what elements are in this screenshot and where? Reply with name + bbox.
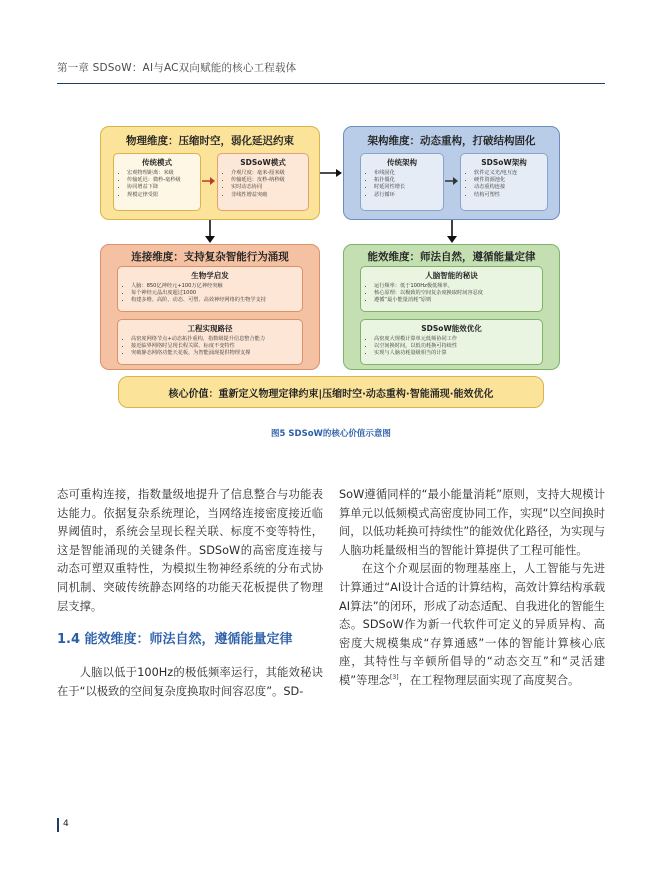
physical-dimension-box bbox=[100, 126, 320, 220]
connection-dimension-box bbox=[100, 244, 320, 370]
list-item: • 介观尺度：毫米-厘米级 bbox=[231, 170, 304, 177]
list-item: • 核心原理：以极致的空间复杂度换取时间容忍度 bbox=[374, 290, 538, 297]
page-number-bar bbox=[57, 818, 59, 832]
list-item: • 构建多维、高阶、动态、可塑、高效神经网络的生物学支持 bbox=[131, 297, 298, 304]
traditional-architecture-title: 传统架构 bbox=[387, 158, 417, 167]
list-item: • 硬件资源池化 bbox=[474, 177, 543, 184]
core-value-box bbox=[118, 376, 544, 408]
left-column bbox=[57, 486, 323, 701]
list-item: • 非线性增益突破 bbox=[231, 192, 304, 199]
section-heading: 1.4 能效维度：师法自然，遵循能量定律 bbox=[57, 632, 293, 648]
figure-core-value-diagram bbox=[0, 0, 662, 440]
list-item: • 运行频率：低于100Hz极低频率。 bbox=[374, 283, 538, 290]
sdsow-mode-card bbox=[217, 153, 309, 211]
paragraph-text: 在这个介观层面的物理基座上，人工智能与先进计算通过“AI设计合适的计算结构，高效计算结构承载AI算法”的闭环，形成了动态适配、自我进化的智能生态。SDSoW作为新一代软件可定义的异质异构、高密度大规模集成“存算通感”一体的智能计算核心底座，其特性与辛顿所倡导的“动态交互”和“灵活建模”等理念 bbox=[339, 562, 605, 687]
efficiency-dimension-title: 能效维度：师法自然，遵循能量定律 bbox=[367, 251, 536, 263]
list-item: • 实时动态协同 bbox=[231, 184, 304, 191]
list-item: • 接近临界网络时呈现长程关联、标度不变特性 bbox=[131, 343, 298, 350]
paragraph: SoW遵循同样的“最小能量消耗”原则，支持大规模计算单元以低频模式高密度协同工作，实现“以空间换时间，以低功耗换可持续性”的能效优化路径，为实现与人脑功耗量级相当的智能计算提供了工程可能性。 bbox=[339, 488, 605, 557]
arrow-right-icon bbox=[202, 176, 216, 186]
traditional-architecture-list bbox=[365, 170, 439, 199]
list-item: • 人脑：850亿神经元+100万亿神经突触 bbox=[131, 283, 298, 290]
physical-dimension-title: 物理维度：压缩时空，弱化延迟约束 bbox=[126, 135, 294, 147]
citation-ref[interactable]: [3] bbox=[390, 674, 399, 682]
list-item: • 布线固化 bbox=[374, 170, 439, 177]
sdsow-architecture-list bbox=[465, 170, 543, 199]
paragraph bbox=[339, 560, 605, 690]
sdsow-mode-list bbox=[222, 170, 304, 199]
list-item: • 恶行循环 bbox=[374, 192, 439, 199]
paragraph: 人脑以低于100Hz的极低频率运行，其能效秘诀在于“以极致的空间复杂度换取时间容忍度”。SD- bbox=[57, 666, 323, 698]
figure-caption: 图5 SDSoW的核心价值示意图 bbox=[271, 429, 391, 439]
list-item: • 协同增益下降 bbox=[127, 184, 196, 191]
architecture-dimension-title: 架构维度：动态重构，打破结构固化 bbox=[367, 135, 536, 147]
sdsow-efficiency-title: SDSoW能效优化 bbox=[421, 324, 482, 333]
arrow-down-icon bbox=[446, 220, 458, 244]
traditional-mode-title: 传统模式 bbox=[142, 158, 172, 167]
arrow-right-icon bbox=[320, 168, 344, 178]
connection-dimension-title: 连接维度：支持复杂智能行为涌现 bbox=[131, 251, 289, 263]
arrow-down-icon bbox=[204, 220, 216, 244]
engineering-path-card bbox=[117, 319, 303, 365]
list-item: • 宏观物理距离：米级 bbox=[127, 170, 196, 177]
running-header: 第一章 SDSoW：AI与AC双向赋能的核心工程载体 bbox=[57, 62, 297, 74]
sdsow-architecture-card bbox=[460, 153, 548, 211]
traditional-mode-list bbox=[118, 170, 196, 199]
sdsow-mode-title: SDSoW模式 bbox=[240, 158, 286, 167]
core-value-text: 核心价值：重新定义物理定律约束|压缩时空·动态重构·智能涌现·能效优化 bbox=[168, 389, 494, 400]
biology-inspiration-title: 生物学启发 bbox=[191, 271, 229, 280]
list-item: • 软件定义光/电互连 bbox=[474, 170, 543, 177]
efficiency-dimension-box bbox=[343, 244, 560, 370]
list-item: • 动态重构连接 bbox=[474, 184, 543, 191]
arrow-right-icon bbox=[445, 176, 459, 186]
traditional-architecture-card bbox=[360, 153, 444, 211]
paragraph: 态可重构连接，指数量级地提升了信息整合与功能表达能力。依据复杂系统理论，当网络连接密度接近临界阈值时，系统会呈现长程关联、标度不变等特性，这是智能涌现的关键条件。SDSoW的高密度连接与动态可塑双重特性，为模拟生物神经系统的分布式协同机制、突破传统静态网络的功能天花板提供了物理层支撑。 bbox=[57, 488, 323, 613]
list-item: • 遵循“最小能量消耗”原则 bbox=[374, 297, 538, 304]
page-number: 4 bbox=[63, 819, 69, 829]
paragraph-text: ，在工程物理层面实现了高度契合。 bbox=[398, 673, 580, 687]
list-item: • 传输延迟：皮秒-纳秒级 bbox=[231, 177, 304, 184]
list-item: • 规模定律受限 bbox=[127, 192, 196, 199]
engineering-path-list bbox=[122, 336, 298, 358]
list-item: • 突破静态网络功能天花板，为智能涌现提供物理支撑 bbox=[131, 350, 298, 357]
list-item: • 时延同性增长 bbox=[374, 184, 439, 191]
list-item: • 每个神经元晶出度超过1000 bbox=[131, 290, 298, 297]
biology-inspiration-card bbox=[117, 266, 303, 312]
architecture-dimension-box bbox=[343, 126, 560, 220]
list-item: • 高密度网络节点+动态拓扑重构，指数级提升信息整合能力 bbox=[131, 336, 298, 343]
sdsow-architecture-title: SDSoW架构 bbox=[481, 158, 527, 167]
traditional-mode-card bbox=[113, 153, 201, 211]
brain-secret-title: 人脑智能的秘诀 bbox=[425, 271, 478, 280]
list-item: • 高密度大规模计算单元低频协同工作 bbox=[374, 336, 538, 343]
right-column bbox=[339, 486, 605, 691]
brain-secret-list bbox=[365, 283, 538, 305]
brain-secret-card bbox=[360, 266, 543, 312]
list-item: • 传输延迟：微秒-毫秒级 bbox=[127, 177, 196, 184]
sdsow-efficiency-card bbox=[360, 319, 543, 365]
list-item: • 实现与人脑功耗量级相当的计算 bbox=[374, 350, 538, 357]
list-item: • 以空间换时间，以低功耗换可持续性 bbox=[374, 343, 538, 350]
list-item: • 结构可塑性 bbox=[474, 192, 543, 199]
biology-inspiration-list bbox=[122, 283, 298, 305]
engineering-path-title: 工程实现路径 bbox=[187, 324, 233, 333]
sdsow-efficiency-list bbox=[365, 336, 538, 358]
list-item: • 拓扑僵化 bbox=[374, 177, 439, 184]
